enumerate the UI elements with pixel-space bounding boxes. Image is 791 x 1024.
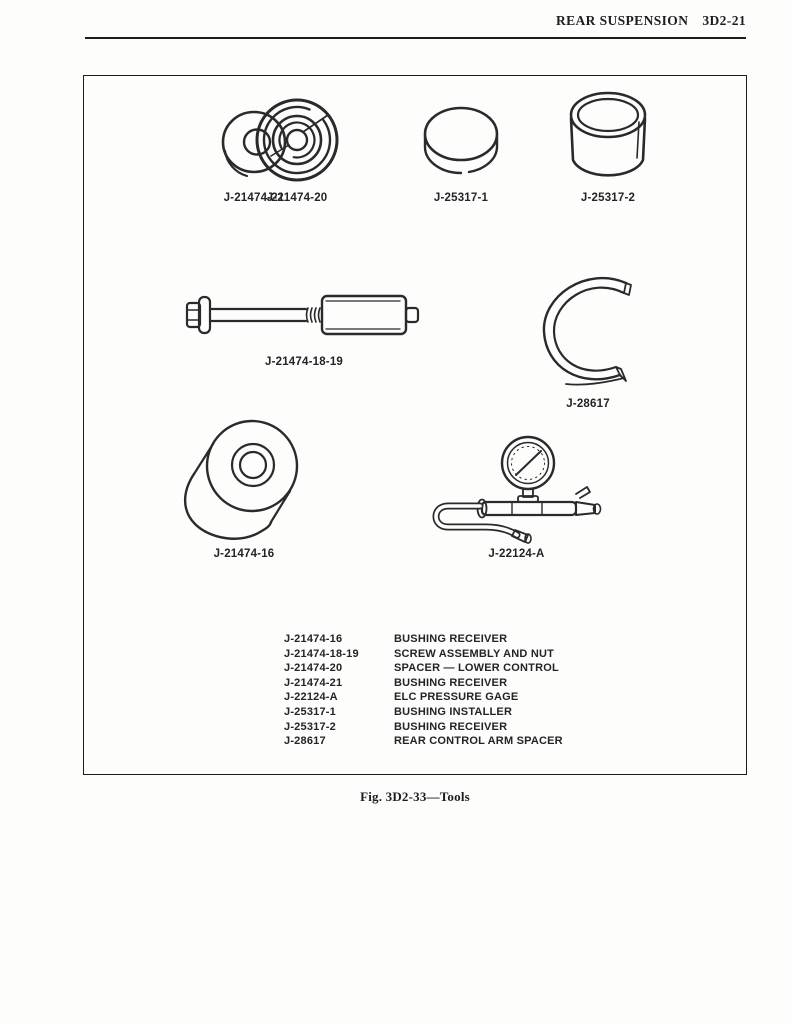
legend — [284, 632, 563, 749]
bushing-receiver-large-illustration — [180, 418, 308, 540]
tool-label: J-25317-1 — [433, 192, 489, 204]
legend-description: BUSHING INSTALLER — [394, 705, 513, 718]
tool-label: J-22124-A — [488, 548, 545, 560]
legend-row — [284, 690, 563, 705]
bushing-installer-disc-illustration — [411, 100, 511, 186]
legend-code: J-21474-20 — [284, 662, 343, 675]
tool-item-j-22124-a — [424, 432, 609, 560]
tool-item-j-21474-20 — [242, 94, 352, 204]
tool-item-j-28617 — [532, 272, 644, 410]
screw-assembly-illustration — [184, 284, 424, 346]
legend-row — [284, 647, 563, 662]
figure-box — [83, 75, 747, 775]
tool-label: J-21474-21 — [223, 192, 285, 204]
legend-row — [284, 632, 563, 647]
spacer-spiral-illustration — [242, 94, 352, 186]
legend-description: BUSHING RECEIVER — [394, 633, 508, 645]
tool-label: J-25317-2 — [580, 192, 636, 204]
legend-row — [284, 720, 563, 735]
tool-label: J-28617 — [566, 398, 610, 410]
legend-description: BUSHING RECEIVER — [394, 720, 508, 733]
tool-item-j-21474-16 — [180, 418, 308, 560]
control-arm-spacer-illustration — [532, 272, 644, 390]
legend-row — [284, 676, 563, 691]
tool-label: J-21474-18-19 — [264, 356, 344, 368]
legend-code: J-25317-2 — [284, 720, 336, 733]
header-page-number: 3D2-21 — [702, 13, 746, 28]
legend-description: REAR CONTROL ARM SPACER — [394, 735, 563, 748]
tool-item-j-21474-18-19 — [184, 284, 424, 368]
tool-item-j-25317-1 — [411, 100, 511, 204]
legend-description: SPACER — LOWER CONTROL — [394, 662, 559, 675]
legend-code: J-21474-18-19 — [284, 647, 359, 660]
legend-description: BUSHING RECEIVER — [394, 676, 508, 689]
tool-label: J-21474-20 — [266, 192, 328, 204]
legend-code: J-25317-1 — [284, 705, 336, 718]
legend-description: ELC PRESSURE GAGE — [394, 691, 519, 704]
legend-code: J-21474-16 — [284, 633, 343, 645]
tool-label: J-21474-16 — [213, 548, 275, 560]
legend-code: J-22124-A — [284, 691, 338, 704]
figure-caption: Fig. 3D2-33—Tools — [360, 789, 470, 804]
header-rule — [85, 37, 746, 39]
legend-row — [284, 705, 563, 720]
legend-code: J-21474-21 — [284, 676, 343, 689]
tool-item-j-25317-2 — [552, 88, 664, 204]
legend-row — [284, 661, 563, 676]
legend-row — [284, 734, 563, 749]
legend-description: SCREW ASSEMBLY AND NUT — [394, 647, 555, 660]
page-header — [85, 13, 746, 29]
header-section-title: REAR SUSPENSION — [555, 13, 689, 28]
legend-code: J-28617 — [284, 735, 326, 748]
bushing-receiver-cylinder-illustration — [552, 88, 664, 186]
pressure-gage-illustration — [424, 432, 609, 544]
